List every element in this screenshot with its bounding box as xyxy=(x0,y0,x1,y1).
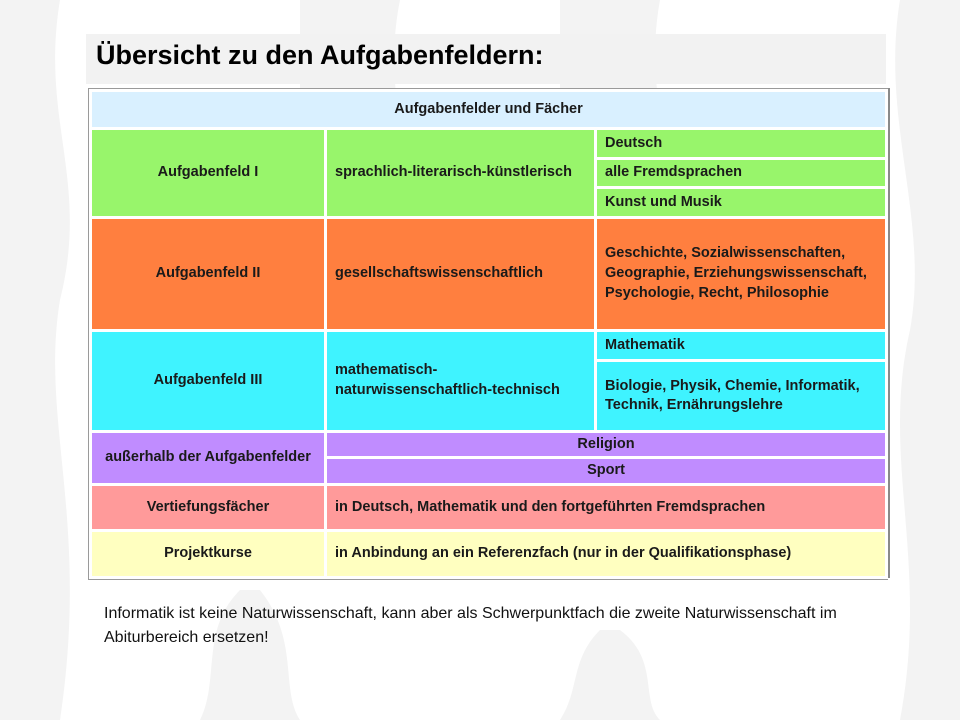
subject-fields-table xyxy=(88,88,888,580)
af1-subject-deutsch: Deutsch xyxy=(596,129,887,158)
af2-subjects: Geschichte, Sozialwissenschaften, Geographie, Erziehungswissenschaft, Psychologie, Recht, Philosophie xyxy=(596,217,887,330)
projekt-label: Projektkurse xyxy=(91,531,326,578)
af1-area: sprachlich-literarisch-künstlerisch xyxy=(326,129,596,217)
af2-area: gesellschaftswissenschaftlich xyxy=(326,217,596,330)
projekt-text: in Anbindung an ein Referenzfach (nur in der Qualifikationsphase) xyxy=(326,531,887,578)
af1-label: Aufgabenfeld I xyxy=(91,129,326,217)
outside-label: außerhalb der Aufgabenfelder xyxy=(91,432,326,485)
table-right-border xyxy=(888,88,890,578)
af3-subject-mathematik: Mathematik xyxy=(596,330,887,360)
af3-area: mathematisch-naturwissenschaftlich-technisch xyxy=(326,330,596,431)
af3-label: Aufgabenfeld III xyxy=(91,330,326,431)
informatik-note: Informatik ist keine Naturwissenschaft, kann aber als Schwerpunktfach die zweite Naturwissenschaft im Abiturbereich ersetzen! xyxy=(104,605,837,646)
af1-subject-kunst-musik: Kunst und Musik xyxy=(596,188,887,217)
outside-subject-religion: Religion xyxy=(326,432,887,458)
af1-subject-fremdsprachen: alle Fremdsprachen xyxy=(596,158,887,187)
af2-label: Aufgabenfeld II xyxy=(91,217,326,330)
outside-subject-sport: Sport xyxy=(326,458,887,484)
table-header: Aufgabenfelder und Fächer xyxy=(91,91,887,129)
page-title: Übersicht zu den Aufgabenfeldern: xyxy=(96,40,544,70)
af3-subjects-natural-sciences: Biologie, Physik, Chemie, Informatik, Technik, Ernährungslehre xyxy=(596,361,887,432)
vertiefung-text: in Deutsch, Mathematik und den fortgeführten Fremdsprachen xyxy=(326,484,887,531)
vertiefung-label: Vertiefungsfächer xyxy=(91,484,326,531)
